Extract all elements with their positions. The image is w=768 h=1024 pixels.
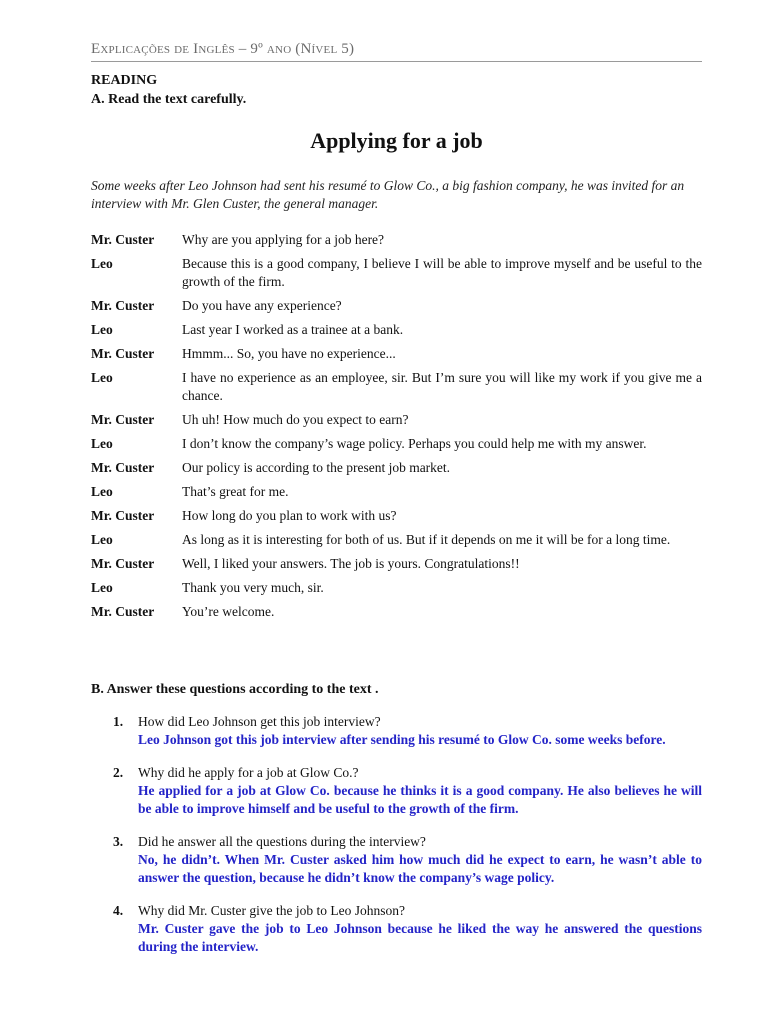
speaker-name: Mr. Custer [91,298,155,313]
dialogue-line: I have no experience as an employee, sir. But I’m sure you will like my work if you give me a chance. [182,370,702,403]
speaker-name: Mr. Custer [91,460,155,475]
speaker-name: Mr. Custer [91,346,155,361]
question-text: How did Leo Johnson get this job interview? [138,714,381,729]
dialogue-row [91,255,702,291]
dialogue-line: Our policy is according to the present job market. [182,460,451,475]
dialogue-line: I don’t know the company’s wage policy. Perhaps you could help me with my answer. [182,436,647,451]
dialogue-row [91,411,702,429]
dialogue-row [91,579,702,597]
answer-text: Leo Johnson got this job interview after sending his resumé to Glow Co. some weeks before. [138,732,666,747]
dialogue-row [91,603,702,621]
dialogue-line: Hmmm... So, you have no experience... [182,346,396,361]
dialogue-row [91,345,702,363]
answer-text: No, he didn’t. When Mr. Custer asked him how much did he expect to earn, he wasn’t able to answer the question, because he didn’t know the company’s wage policy. [138,852,702,885]
text-title: Applying for a job [310,128,483,153]
question-body [138,713,702,749]
question-item [113,902,702,956]
dialogue-line: Uh uh! How much do you expect to earn? [182,412,409,427]
dialogue-row [91,297,702,315]
question-body [138,902,702,956]
question-item [113,833,702,887]
speaker-name: Leo [91,532,113,547]
dialogue-line: As long as it is interesting for both of us. But if it depends on me it will be for a long time. [182,532,671,547]
speaker-name: Mr. Custer [91,604,155,619]
speaker-name: Mr. Custer [91,556,155,571]
section-label-reading: READING [91,73,158,88]
dialogue-line: Last year I worked as a trainee at a bank. [182,322,404,337]
question-number: 3. [113,834,124,849]
running-header: Explicações de Inglês – 9º ano (Nível 5) [91,41,355,57]
speaker-name: Leo [91,370,113,385]
intro-paragraph: Some weeks after Leo Johnson had sent his resumé to Glow Co., a big fashion company, he was invited for an interview with Mr. Glen Custer, the general manager. [91,178,685,211]
dialogue-line: You’re welcome. [182,604,275,619]
question-item [113,713,702,749]
dialogue-row [91,435,702,453]
speaker-name: Mr. Custer [91,508,155,523]
question-text: Did he answer all the questions during the interview? [138,834,426,849]
question-text: Why did he apply for a job at Glow Co.? [138,765,359,780]
dialogue-table [91,231,702,627]
question-item [113,764,702,818]
question-text: Why did Mr. Custer give the job to Leo Johnson? [138,903,405,918]
dialogue-line: Well, I liked your answers. The job is yours. Congratulations!! [182,556,520,571]
question-list [113,713,702,971]
speaker-name: Leo [91,436,113,451]
dialogue-line: That’s great for me. [182,484,289,499]
dialogue-row [91,555,702,573]
dialogue-line: Thank you very much, sir. [182,580,324,595]
dialogue-row [91,531,702,549]
header-divider [91,61,702,62]
dialogue-row [91,369,702,405]
dialogue-line: Why are you applying for a job here? [182,232,385,247]
answer-text: Mr. Custer gave the job to Leo Johnson because he liked the way he answered the questions during the interview. [138,921,702,954]
question-number: 1. [113,714,124,729]
dialogue-line: How long do you plan to work with us? [182,508,397,523]
dialogue-row [91,507,702,525]
section-a-instruction: A. Read the text carefully. [91,92,247,107]
dialogue-row [91,321,702,339]
question-number: 4. [113,903,124,918]
dialogue-row [91,231,702,249]
question-body [138,833,702,887]
speaker-name: Mr. Custer [91,232,155,247]
dialogue-line: Do you have any experience? [182,298,342,313]
speaker-name: Leo [91,484,113,499]
dialogue-row [91,459,702,477]
speaker-name: Leo [91,322,113,337]
question-body [138,764,702,818]
dialogue-line: Because this is a good company, I believe I will be able to improve myself and be useful to the growth of the firm. [182,256,702,289]
question-number: 2. [113,765,124,780]
dialogue-row [91,483,702,501]
speaker-name: Leo [91,580,113,595]
answer-text: He applied for a job at Glow Co. because he thinks it is a good company. He also believes he will be able to improve himself and be useful to the growth of the firm. [138,783,702,816]
speaker-name: Mr. Custer [91,412,155,427]
section-b-instruction: B. Answer these questions according to the text . [91,682,379,697]
speaker-name: Leo [91,256,113,271]
